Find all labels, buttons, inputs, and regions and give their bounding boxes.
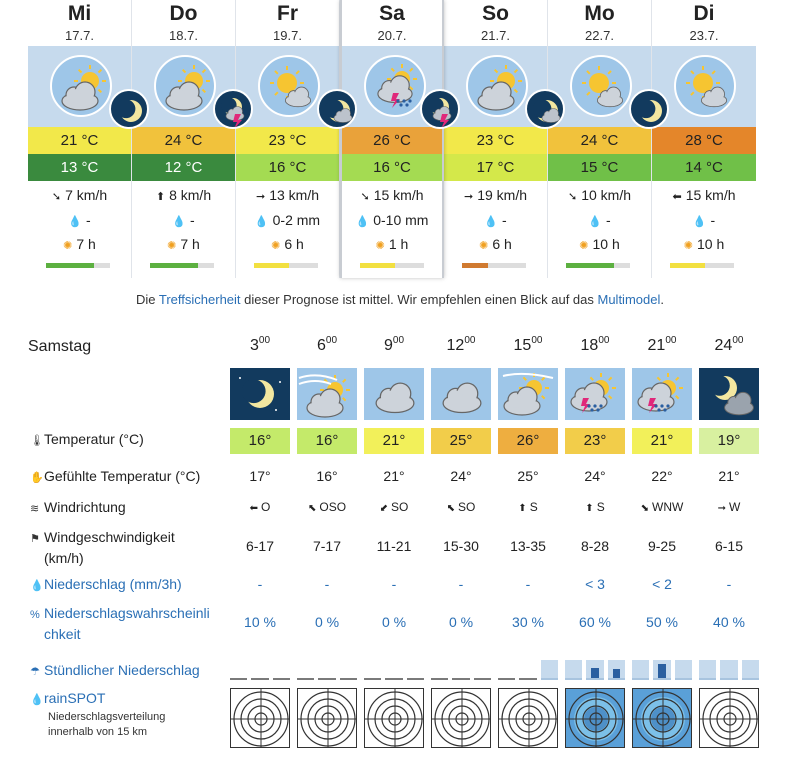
day-card-so[interactable] (444, 0, 548, 278)
wind-arrow-icon: ➞ (717, 503, 727, 514)
day-date: 22.7. (585, 28, 614, 43)
day-name: Mo (584, 2, 615, 25)
max-temperature: 26 °C (342, 127, 442, 154)
wind-icon: ≋ (30, 503, 40, 515)
hour-wind-direction (632, 500, 692, 514)
moon-cloud-icon (317, 89, 357, 129)
hour-label (230, 337, 290, 355)
sun-hours: 6 h (492, 236, 512, 252)
sun-icon: ✺ (271, 240, 281, 252)
max-temperature: 23 °C (236, 127, 339, 154)
hourly-precip-bar (452, 660, 469, 680)
drop-icon: 💧 (692, 216, 707, 228)
wind-direction-value: OSO (319, 500, 347, 514)
hourly-precip-bar (632, 660, 649, 680)
hour-felt-temperature: 24° (450, 468, 472, 484)
precipitation-probability-label-text-2: chkeit (44, 626, 81, 642)
minute-value: 00 (258, 335, 271, 346)
day-date: 19.7. (273, 28, 302, 43)
precipitation-probability-label-text: Niederschlagswahrscheinli (44, 605, 210, 621)
wind-arrow-icon: ➞ (463, 191, 474, 203)
hour-wind-speed: 6-17 (245, 538, 275, 554)
max-temperature: 24 °C (132, 127, 235, 154)
min-temperature: 12 °C (132, 154, 235, 181)
max-temperature: 23 °C (444, 127, 547, 154)
day-name: So (482, 2, 509, 25)
wind-arrow-icon: ➞ (255, 191, 266, 203)
precip-amount: - (86, 212, 91, 228)
hour-temperature: 21° (632, 428, 692, 454)
wind-direction-value: SO (391, 500, 409, 514)
hour-precipitation: - (391, 576, 397, 592)
precip-info (28, 212, 131, 228)
hourly-precip-bars (699, 656, 759, 680)
wind-arrow-icon: ⬉ (307, 503, 317, 514)
hour-precipitation: - (525, 576, 531, 592)
moon-cloud-icon (525, 89, 565, 129)
max-temperature: 28 °C (652, 127, 756, 154)
moon-storm-icon (420, 89, 460, 129)
wind-info (132, 187, 235, 203)
sun-icon: ✺ (579, 240, 589, 252)
day-name: Mi (67, 2, 92, 25)
precipitation-label[interactable] (30, 576, 182, 592)
wind-arrow-icon: ⬊ (640, 503, 650, 514)
hour-wind-speed: 15-30 (443, 538, 479, 554)
wind-arrow-icon: ⬆ (585, 503, 594, 514)
drop-icon: 💧 (254, 216, 269, 228)
hourly-precip-bars (431, 656, 491, 680)
hour-wind-direction (364, 500, 424, 514)
hour-value: 24 (714, 337, 733, 354)
precip-amount: 0-2 mm (272, 212, 321, 228)
sun-info (28, 236, 131, 252)
rainspot-label[interactable] (30, 690, 105, 706)
hour-felt-temperature: 22° (651, 468, 673, 484)
hourly-precip-bars (632, 656, 692, 680)
day-card-di[interactable] (652, 0, 756, 278)
hour-wind-speed: 9-25 (647, 538, 677, 554)
precip-amount: - (190, 212, 195, 228)
rainspot-map[interactable] (498, 688, 558, 748)
rainspot-map[interactable] (230, 688, 290, 748)
wind-arrow-icon: ⬅ (672, 191, 682, 203)
day-card-fr[interactable] (236, 0, 340, 278)
thunderstorm-icon (565, 368, 625, 420)
wind-arrow-icon: ⬆ (518, 503, 527, 514)
hour-precip-probability: 40 % (713, 614, 745, 630)
hourly-precip-bar (318, 660, 335, 680)
wind-arrow-icon: ➘ (360, 191, 370, 203)
hourly-precip-bar (608, 660, 625, 680)
minute-value: 00 (531, 335, 543, 346)
hour-felt-temperature: 25° (517, 468, 539, 484)
hourly-precip-bars (565, 656, 625, 680)
hour-wind-direction (498, 500, 558, 514)
wind-speed-label-text: Windgeschwindigkeit (44, 529, 175, 545)
wind-direction-value: SO (458, 500, 476, 514)
hourly-precip-bar (541, 660, 558, 680)
wind-speed: 15 km/h (373, 187, 424, 203)
wind-speed: 8 km/h (169, 187, 212, 203)
min-temperature: 13 °C (28, 154, 131, 181)
hour-value: 18 (580, 337, 599, 354)
sun-info (548, 236, 651, 252)
hour-wind-direction (699, 500, 759, 514)
hour-felt-temperature: 21° (383, 468, 405, 484)
hour-wind-direction (297, 500, 357, 514)
wind-direction-value: O (261, 500, 271, 514)
sun-cloud-icon (258, 55, 320, 117)
sun-hours: 7 h (180, 236, 200, 252)
wind-arrow-icon: ⬉ (446, 503, 456, 514)
hour-value: 6 (316, 337, 326, 354)
hour-label (632, 337, 692, 355)
reliability-bar (360, 263, 424, 268)
hourly-precip-bar (340, 660, 357, 680)
reliability-bar (150, 263, 214, 268)
night-cloud-icon (699, 368, 759, 420)
hour-wind-direction (431, 500, 491, 514)
hourly-day-title: Samstag (28, 338, 92, 355)
sun-icon: ✺ (63, 240, 73, 252)
hourly-precip-bars (498, 656, 558, 680)
thunderstorm-icon (364, 55, 426, 117)
hour-value: 3 (249, 337, 259, 354)
wind-direction-value: W (729, 500, 741, 514)
hour-precip-probability: 0 % (448, 614, 474, 630)
hour-temperature: 21° (364, 428, 424, 454)
hourly-precip-bar (385, 660, 402, 680)
hourly-precip-bar (474, 660, 491, 680)
wind-info (342, 187, 442, 203)
precip-info (444, 212, 547, 228)
hourly-precipitation-label-text: Stündlicher Niederschlag (44, 662, 200, 678)
temperature-label-text: Temperatur (°C) (44, 431, 144, 447)
hourly-precip-bar (742, 660, 759, 680)
hourly-precip-bar (251, 660, 268, 680)
cloud-icon (431, 368, 491, 420)
wind-speed: 10 km/h (581, 187, 632, 203)
info-text: dieser Prognose ist mittel. Wir empfehlen einen Blick auf das (240, 292, 598, 307)
rain-cloud-icon: ☂ (30, 666, 40, 678)
wind-speed-unit-text: (km/h) (44, 550, 84, 566)
hour-precip-probability: 60 % (579, 614, 611, 630)
day-card-sa[interactable] (340, 0, 444, 278)
hourly-precip-bar (675, 660, 692, 680)
felt-temperature-label-text: Gefühlte Temperatur (°C) (44, 468, 201, 484)
hour-label (297, 337, 357, 355)
hour-temperature: 23° (565, 428, 625, 454)
wind-arrow-icon: ⬆ (155, 191, 166, 203)
sun-icon: ✺ (683, 240, 693, 252)
sun-hours: 10 h (592, 236, 620, 252)
hour-precipitation: - (458, 576, 464, 592)
hourly-precip-bar (699, 660, 716, 680)
drop-icon: 💧 (30, 580, 44, 592)
hour-felt-temperature: 21° (718, 468, 740, 484)
wind-direction-label-text: Windrichtung (44, 499, 126, 515)
hourly-precip-bar (431, 660, 448, 680)
hour-precip-probability: 0 % (314, 614, 340, 630)
day-name: Di (693, 2, 715, 25)
wind-info (444, 187, 547, 203)
wind-arrow-icon: ⬋ (379, 503, 389, 514)
drop-icon: 💧 (68, 216, 83, 228)
day-date: 23.7. (689, 28, 719, 43)
hour-felt-temperature: 17° (249, 468, 271, 484)
hour-temperature: 16° (297, 428, 357, 454)
hourly-precip-bar (586, 660, 603, 680)
wind-cloud-icon (297, 368, 357, 420)
wind-speed: 15 km/h (685, 187, 736, 203)
hourly-precip-bar (273, 660, 290, 680)
day-date: 21.7. (481, 28, 510, 43)
wind-speed: 7 km/h (65, 187, 108, 203)
precip-amount: - (502, 212, 507, 228)
hour-label (699, 337, 759, 355)
hourly-precip-bar (498, 660, 515, 680)
hour-precipitation: < 3 (585, 576, 605, 592)
hand-icon: ✋ (30, 472, 44, 484)
sun-icon: ✺ (375, 240, 385, 252)
hourly-precip-bar (653, 660, 670, 680)
wind-direction-label (30, 499, 126, 515)
cloud-sun-icon (50, 55, 112, 117)
day-date: 20.7. (377, 28, 407, 43)
hour-temperature: 26° (498, 428, 558, 454)
hour-label (431, 337, 491, 355)
wind-arrow-icon: ➘ (567, 191, 578, 203)
sun-cloud-icon (570, 55, 632, 117)
hour-value: 15 (513, 337, 532, 354)
precip-amount: - (606, 212, 611, 228)
hour-wind-speed: 6-15 (714, 538, 744, 554)
hour-precipitation: - (257, 576, 263, 592)
min-temperature: 15 °C (548, 154, 651, 181)
hour-temperature: 25° (431, 428, 491, 454)
moon-icon (629, 89, 669, 129)
wind-speed-label (30, 528, 175, 568)
thermometer-icon: 🌡 (30, 435, 44, 447)
wind-direction-value: WNW (652, 500, 684, 514)
day-name: Fr (277, 2, 298, 25)
thunderstorm-icon (632, 368, 692, 420)
reliability-bar (670, 263, 734, 268)
drop-icon: 💧 (588, 216, 603, 228)
day-date: 17.7. (65, 28, 94, 43)
hour-wind-direction (565, 500, 625, 514)
min-temperature: 16 °C (342, 154, 442, 181)
temperature-label (30, 431, 144, 447)
moon-storm-icon (213, 89, 253, 129)
min-temperature: 17 °C (444, 154, 547, 181)
hour-felt-temperature: 24° (584, 468, 606, 484)
wind-info (548, 187, 651, 203)
wind-info (28, 187, 131, 203)
day-name: Sa (379, 2, 405, 25)
hour-precipitation: < 2 (652, 576, 672, 592)
rainspot-label-text: rainSPOT (44, 690, 106, 706)
rainspot-map[interactable] (297, 688, 357, 748)
hour-felt-temperature: 16° (316, 468, 338, 484)
precip-info (652, 212, 756, 228)
hour-wind-speed: 11-21 (376, 538, 412, 554)
sun-hours: 1 h (388, 236, 409, 252)
precipitation-probability-label[interactable] (30, 604, 210, 644)
wind-direction-value: S (529, 500, 538, 514)
hour-wind-speed: 7-17 (312, 538, 342, 554)
precip-amount: - (710, 212, 716, 228)
max-temperature: 21 °C (28, 127, 131, 154)
cloud-sun-icon (154, 55, 216, 117)
precip-info (548, 212, 651, 228)
hour-label (364, 337, 424, 355)
sun-icon: ✺ (167, 240, 177, 252)
minute-value: 00 (732, 335, 744, 346)
drop-icon: 💧 (484, 216, 499, 228)
reliability-bar (566, 263, 630, 268)
min-temperature: 14 °C (652, 154, 756, 181)
hour-label (565, 337, 625, 355)
rainspot-subtitle-2: innerhalb von 15 km (48, 726, 148, 738)
rainspot-map[interactable] (632, 688, 692, 748)
hour-precip-probability: 30 % (512, 614, 544, 630)
day-name: Do (169, 2, 198, 25)
rainspot-map[interactable] (431, 688, 491, 748)
night-moon-icon (230, 368, 290, 420)
sun-cloud-icon (674, 55, 736, 117)
hourly-precip-bars (364, 656, 424, 680)
seven-day-forecast (28, 0, 772, 278)
hour-precipitation: - (726, 576, 732, 592)
precip-amount: 0-10 mm (373, 212, 429, 228)
hourly-precip-bars (297, 656, 357, 680)
reliability-bar (462, 263, 526, 268)
hour-temperature: 19° (699, 428, 759, 454)
cloud-sun-icon (466, 55, 528, 117)
sun-info (236, 236, 339, 252)
hourly-precip-bar (519, 660, 536, 680)
day-card-mo[interactable] (548, 0, 652, 278)
info-text: Die (136, 292, 159, 307)
rainspot-map[interactable] (565, 688, 625, 748)
minute-value: 00 (464, 335, 476, 346)
hour-wind-speed: 13-35 (510, 538, 546, 554)
wind-info (652, 187, 756, 203)
minute-value: 00 (598, 335, 610, 346)
precip-info (132, 212, 235, 228)
hour-precipitation: - (324, 576, 330, 592)
hourly-precipitation-label[interactable] (30, 662, 200, 678)
hour-wind-speed: 8-28 (580, 538, 610, 554)
drop-icon: 💧 (30, 694, 44, 706)
hour-value: 12 (446, 337, 465, 354)
sun-info (444, 236, 547, 252)
sun-icon: ✺ (479, 240, 489, 252)
sun-info (342, 236, 442, 252)
reliability-bar (254, 263, 318, 268)
reliability-bar (46, 263, 110, 268)
wind-direction-value: S (596, 500, 605, 514)
flag-icon: ⚑ (30, 533, 40, 545)
hourly-precip-bar (407, 660, 424, 680)
drop-icon: 💧 (355, 216, 370, 228)
drop-icon: 💧 (172, 216, 187, 228)
moon-icon (109, 89, 149, 129)
hour-precip-probability: 0 % (381, 614, 407, 630)
sun-hours: 10 h (696, 236, 725, 252)
hourly-precip-bar (565, 660, 582, 680)
multimodel-link[interactable]: Multimodel (597, 292, 661, 307)
accuracy-link[interactable]: Treffsicherheit (158, 292, 241, 307)
sun-hours: 7 h (76, 236, 96, 252)
minute-value: 00 (392, 335, 405, 346)
rainspot-map[interactable] (364, 688, 424, 748)
sun-cloud-icon (498, 368, 558, 420)
hourly-precip-bar (230, 660, 247, 680)
wind-arrow-icon: ⬅ (249, 503, 259, 514)
hourly-precip-bar (364, 660, 381, 680)
hourly-precip-bar (297, 660, 314, 680)
cloud-icon (364, 368, 424, 420)
min-temperature: 16 °C (236, 154, 339, 181)
forecast-accuracy-note (0, 292, 800, 307)
wind-info (236, 187, 339, 203)
minute-value: 00 (665, 335, 677, 346)
percent-icon: % (30, 609, 40, 621)
sun-info (132, 236, 235, 252)
hour-value: 21 (647, 337, 666, 354)
hour-temperature: 16° (230, 428, 290, 454)
rainspot-map[interactable] (699, 688, 759, 748)
precip-info (342, 212, 442, 228)
day-date: 18.7. (169, 28, 198, 43)
hourly-precip-bars (230, 656, 290, 680)
wind-speed: 19 km/h (477, 187, 528, 203)
sun-hours: 6 h (284, 236, 304, 252)
hour-value: 9 (383, 337, 393, 354)
info-text: . (660, 292, 664, 307)
precip-info (236, 212, 339, 228)
sun-info (652, 236, 756, 252)
wind-arrow-icon: ➘ (51, 191, 62, 203)
day-card-mi[interactable] (28, 0, 132, 278)
hour-wind-direction (230, 500, 290, 514)
wind-speed: 13 km/h (269, 187, 320, 203)
rainspot-subtitle: Niederschlagsverteilung (48, 711, 166, 723)
precipitation-label-text: Niederschlag (mm/3h) (44, 576, 182, 592)
day-card-do[interactable] (132, 0, 236, 278)
hour-precip-probability: 50 % (646, 614, 678, 630)
hour-precip-probability: 10 % (244, 614, 276, 630)
hour-label (498, 337, 558, 355)
hourly-precip-bar (720, 660, 737, 680)
minute-value: 00 (325, 335, 338, 346)
felt-temperature-label (30, 468, 200, 484)
max-temperature: 24 °C (548, 127, 651, 154)
